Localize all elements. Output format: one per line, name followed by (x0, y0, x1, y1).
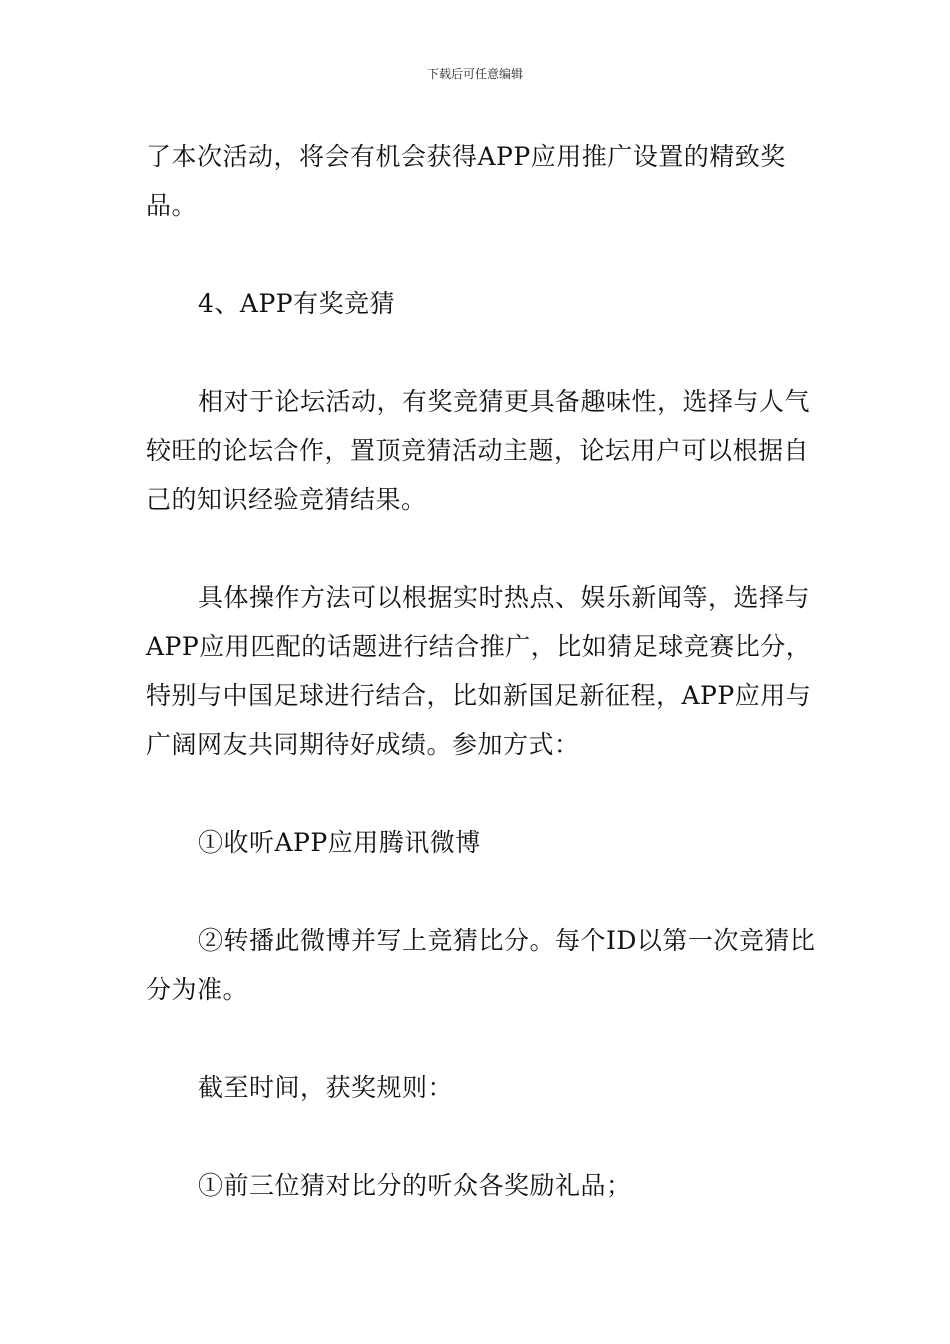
page-header-note: 下载后可任意编辑 (426, 67, 523, 81)
list-item: ①收听APP应用腾讯微博 (198, 828, 481, 857)
paragraph: 相对于论坛活动，有奖竞猜更具备趣味性，选择与人气较旺的论坛合作，置顶竞猜活动主题，论坛用户可以根据自己的知识经验竞猜结果。 (146, 387, 811, 514)
paragraph: 具体操作方法可以根据实时热点、娱乐新闻等，选择与APP应用匹配的话题进行结合推广，比如猜足球竞赛比分，特别与中国足球进行结合，比如新国足新征程，APP应用与广阔网友共同期待好成绩。参加方式： (146, 583, 812, 759)
list-item: ①前三位猜对比分的听众各奖励礼品； (198, 1171, 632, 1200)
paragraph-continuation: 了本次活动，将会有机会获得APP应用推广设置的精致奖品。 (146, 142, 786, 220)
document-body (146, 132, 816, 1210)
paragraph: 截至时间，获奖规则： (198, 1073, 454, 1102)
list-item: ②转播此微博并写上竞猜比分。每个ID以第一次竞猜比分为准。 (146, 926, 816, 1004)
section-heading: 4、APP有奖竞猜 (198, 289, 396, 318)
